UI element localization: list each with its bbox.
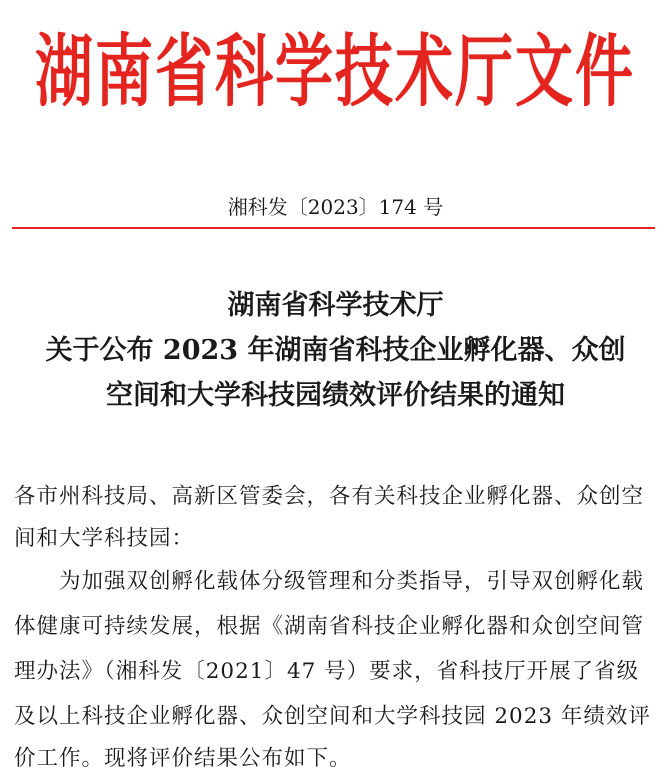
body-line: 间和大学科技园： — [14, 526, 195, 551]
red-divider — [12, 227, 655, 229]
title-line-2: 关于公布 2023 年湖南省科技企业孵化器、众创 — [45, 335, 626, 366]
body-line: 为加强双创孵化载体分级管理和分类指导，引导双创孵化载 — [14, 569, 645, 594]
title-line-1: 湖南省科学技术厅 — [227, 290, 444, 321]
body-line: 价工作。现将评价结果公布如下。 — [14, 746, 352, 771]
title-line-3: 空间和大学科技园绩效评价结果的通知 — [106, 380, 565, 411]
body-line: 及以上科技企业孵化器、众创空间和大学科技园 2023 年绩效评 — [14, 704, 651, 729]
body-line: 体健康可持续发展，根据《湖南省科技企业孵化器和众创空间管 — [14, 614, 645, 639]
body-line: 理办法》（湘科发〔2021〕47 号）要求，省科技厅开展了省级 — [14, 659, 640, 684]
document-number: 湘科发〔2023〕174 号 — [227, 195, 444, 219]
body-line: 各市州科技局、高新区管委会，各有关科技企业孵化器、众创空 — [14, 484, 645, 509]
document-masthead: 湖南省科学技术厅文件 — [34, 25, 635, 118]
